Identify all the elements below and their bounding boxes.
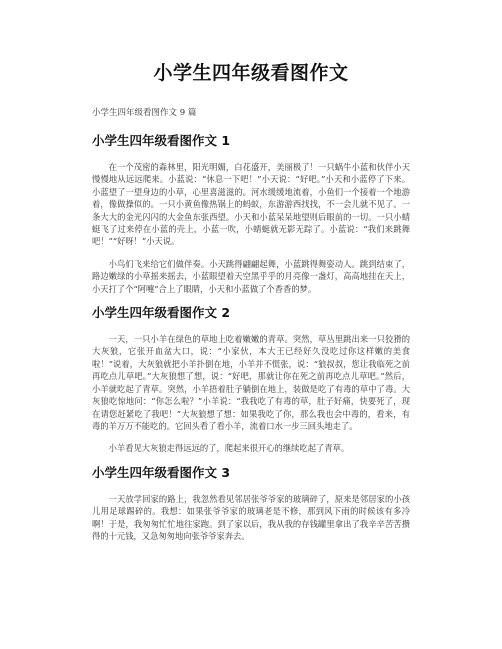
- paragraph: 小羊看见大灰狼走得远远的了，爬起来很开心的继续吃起了青草。: [108, 443, 350, 454]
- section-heading: 小学生四年级看图作文 2: [92, 305, 231, 321]
- paragraph: 小鸟们飞来给它们做伴奏。小天跳得翩翩起舞，小蓝跳得舞姿动人。跳到结束了，路边嫩绿的小草摇来摇去，小蓝眼望着天空黑乎乎的月亮像一盏灯，高高地挂在天上，小天打了个“阿嚏”合上了眼睛，小天和小蓝做了个香香的梦。: [92, 258, 410, 294]
- paragraph: 一天，一只小羊在绿色的草地上吃着嫩嫩的青草。突然，草丛里跳出来一只狡猾的大灰狼，它张开血盆大口，说：“小家伙，本大王已经好久没吃过你这样嫩的美食啦！”说着，大灰狼就把小羊扑倒在地，小羊并不慌张，说：“狼叔叔，您让我临死之前再吃点儿草吧。”大灰狼想了想，说：“好吧，那就让你在死之前再吃点儿草吧。”然后，小羊就吃起了青草。突然，小羊捂着肚子躺倒在地上，装做是吃了有毒的草中了毒。大灰狼吃惊地问：“你怎么啦？”小羊说：“我我吃了有毒的草，肚子好痛，快要死了，现在请您赶紧吃了我吧！”大灰狼想了想：如果我吃了你，那么我也会中毒的，看来，有毒的羊万万不能吃的。它回头看了看小羊，流着口水一步三回头地走了。: [92, 334, 410, 431]
- paragraph: 一天放学回家的路上，我忽然看见邻居张爷爷家的玻璃碎了，原来是邻居家的小孩儿用足球踢碎的。我想：如果张爷爷家的玻璃老是不修，那到风下雨的时候该有多冷啊！于是，我匆匆忙忙地往家跑。到了家以后，我从我的存钱罐里拿出了我辛辛苦苦攒得的十元钱，又急匆匆地向张爷爷家奔去。: [92, 493, 410, 541]
- section-heading: 小学生四年级看图作文 1: [92, 133, 231, 148]
- paragraph: 在一个茂密的森林里，阳光明媚，白花盛开，美丽极了！一只蜗牛小蓝和伙伴小天慢慢地从远远爬来。小蓝说：“休息一下吧！”小天说：“好吧。”小天和小蓝停了下来。小蓝望了一望身边的小草，心里喜滋滋的。河水缓缓地流着，小鱼们一个接着一个地游着，像做操似的。一只小黄鱼像热锅上的蚂蚁，东游游西找找，不一会儿就不见了。一条大大的金光闪闪的大金鱼东张西望。小天和小蓝呆呆地望则后眼前的一切。一只小蜻蜓飞了过来停在小蓝的壳上，小蓝一吹，小蜻蜓就无影无踪了。小蓝说：“我们来跳舞吧！”“好呀！”小天说。: [92, 162, 410, 247]
- essay-section-2: [92, 305, 410, 455]
- document-title: 小学生四年级看图作文: [153, 62, 349, 84]
- section-heading: 小学生四年级看图作文 3: [92, 464, 231, 480]
- essay-section-3: [92, 465, 410, 543]
- essay-section-1: [92, 133, 410, 295]
- document-subtitle: 小学生四年级看图作文 9 篇: [92, 108, 197, 118]
